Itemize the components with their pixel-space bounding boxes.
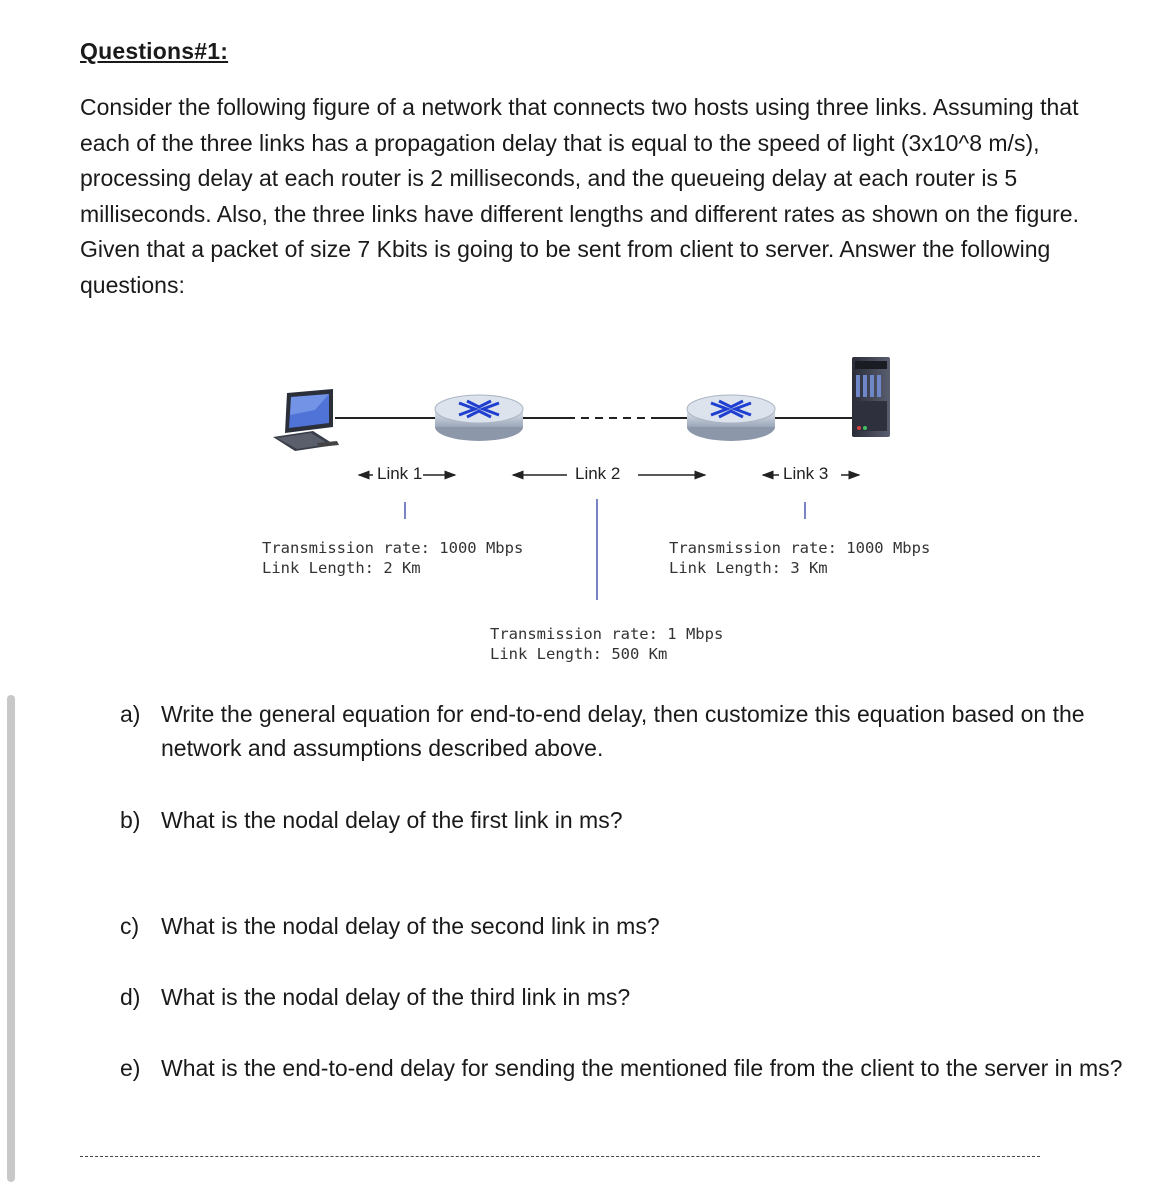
page-title: Questions#1: — [80, 38, 229, 64]
link-1-specs — [262, 538, 523, 578]
question-c-text: What is the nodal delay of the second link in ms? — [161, 913, 660, 939]
question-d-label: d) — [120, 984, 141, 1010]
link-3-rate: Transmission rate: 1000 Mbps — [669, 539, 931, 557]
link-2-label: Link 2 — [575, 464, 621, 483]
client-computer-icon — [273, 389, 339, 451]
question-d — [120, 980, 1131, 1014]
question-a — [120, 697, 1131, 765]
link-1-length: Link Length: 2 Km — [262, 559, 421, 577]
link-2-rate: Transmission rate: 1 Mbps — [490, 625, 724, 643]
question-c-label: c) — [120, 913, 140, 939]
router-2-icon — [687, 395, 775, 441]
link-1-rate: Transmission rate: 1000 Mbps — [262, 539, 524, 557]
intro-paragraph: Consider the following figure of a network that connects two hosts using three links. Assuming that each of the three links has a propagation delay that is equal to the speed of light (3x10^8 m/s), processing delay at each router is 2 milliseconds, and the queueing delay at each router is 5 milliseconds. Also, the three links have different lengths and different rates as shown on the figure. Given that a packet of size 7 Kbits is going to be sent from client to server. Answer the following questions: — [80, 94, 1079, 298]
question-e-label: e) — [120, 1055, 141, 1081]
page-edge-scrollbar[interactable] — [7, 695, 15, 1182]
link-3-label: Link 3 — [783, 464, 829, 483]
link-3-specs — [669, 538, 930, 578]
question-a-label: a) — [120, 701, 141, 727]
link-2-specs — [490, 624, 723, 664]
question-c — [120, 909, 1131, 943]
question-d-text: What is the nodal delay of the third link in ms? — [161, 984, 631, 1010]
question-a-text: Write the general equation for end-to-end delay, then customize this equation based on the network and assumptions described above. — [161, 701, 1085, 761]
link-1-label: Link 1 — [377, 464, 423, 483]
link-2-length: Link Length: 500 Km — [490, 645, 668, 663]
network-diagram — [255, 345, 975, 675]
question-b — [120, 803, 1131, 837]
question-e — [120, 1051, 1131, 1085]
router-1-icon — [435, 395, 523, 441]
question-e-text: What is the end-to-end delay for sending the mentioned file from the client to the server in ms? — [161, 1055, 1123, 1081]
dashed-separator — [80, 1156, 1040, 1157]
link-3-length: Link Length: 3 Km — [669, 559, 828, 577]
question-b-label: b) — [120, 807, 141, 833]
server-icon — [852, 357, 890, 437]
question-b-text: What is the nodal delay of the first link in ms? — [161, 807, 623, 833]
